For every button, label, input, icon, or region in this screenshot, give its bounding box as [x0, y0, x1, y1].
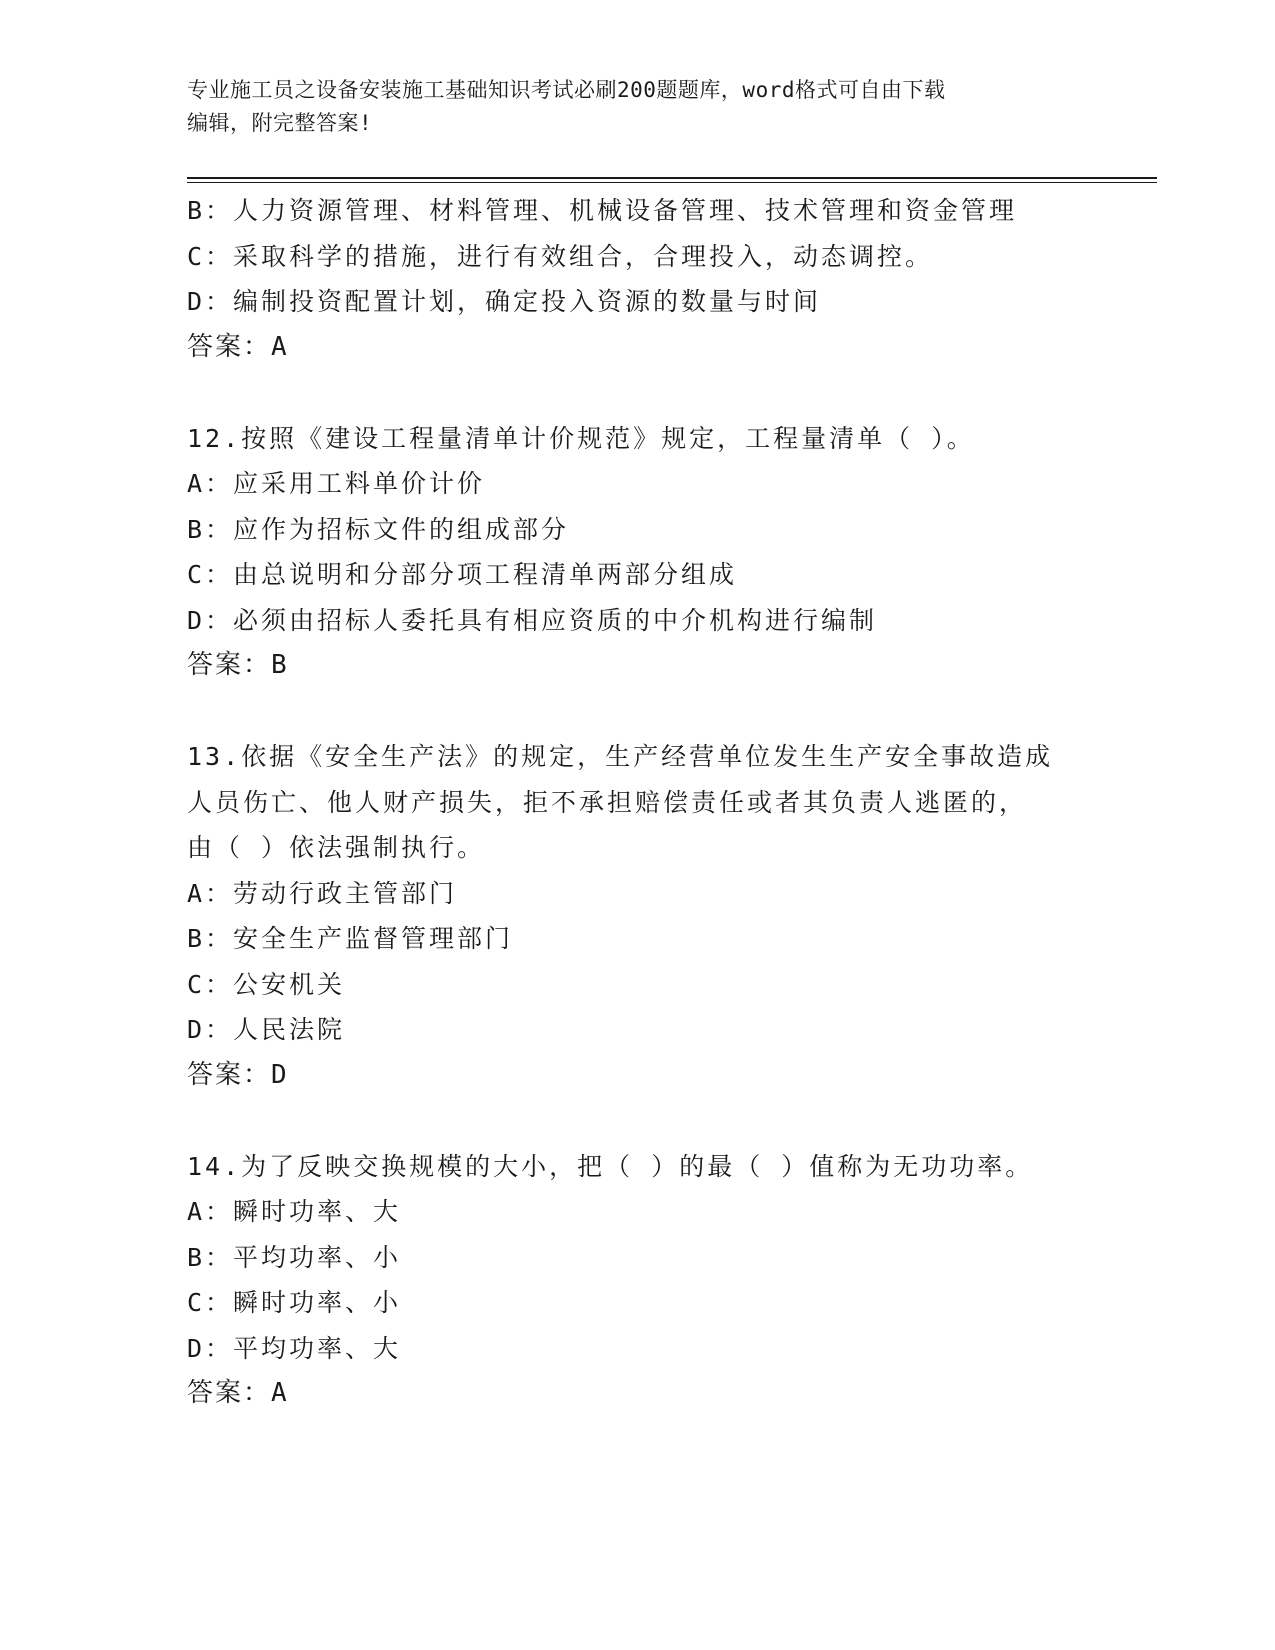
option-d: D：人民法院 [187, 1015, 346, 1044]
question-stem: 14.为了反映交换规模的大小，把（ ）的最（ ）值称为无功功率。 [187, 1151, 1034, 1181]
spacer [187, 1098, 1087, 1144]
header-rule-thin [187, 182, 1157, 183]
option-d: D：编制投资配置计划，确定投入资源的数量与时间 [187, 287, 822, 316]
answer-line: 答案：A [187, 331, 289, 362]
option-d: D：平均功率、大 [187, 1333, 402, 1363]
option-a: A：劳动行政主管部门 [187, 878, 458, 908]
question-11-continued [187, 188, 1087, 370]
option-b: B：应作为招标文件的组成部分 [187, 514, 570, 544]
question-content [187, 188, 1087, 1417]
answer-line: 答案：D [187, 1059, 289, 1090]
question-stem-line-2: 人员伤亡、他人财产损失，拒不承担赔偿责任或者其负责人逃匿的， [187, 787, 1028, 817]
spacer [187, 370, 1087, 416]
option-a: A：瞬时功率、大 [187, 1197, 402, 1226]
question-14 [187, 1144, 1087, 1417]
question-12 [187, 416, 1087, 689]
question-13 [187, 734, 1087, 1098]
option-b: B：安全生产监督管理部门 [187, 924, 514, 953]
option-c: C：瞬时功率、小 [187, 1288, 402, 1317]
question-stem-line-3: 由（ ）依法强制执行。 [187, 833, 486, 862]
spacer [187, 689, 1087, 735]
answer-line: 答案：B [187, 650, 289, 680]
header-rule-thick [187, 177, 1157, 179]
option-c: C：采取科学的措施，进行有效组合，合理投入，动态调控。 [187, 241, 934, 271]
page-header [187, 74, 1087, 140]
header-title-line-2: 编辑，附完整答案! [187, 111, 373, 135]
question-stem: 12.按照《建设工程量清单计价规范》规定，工程量清单（ ）。 [187, 423, 975, 453]
option-c: C：公安机关 [187, 969, 346, 999]
option-b: B：人力资源管理、材料管理、机械设备管理、技术管理和资金管理 [187, 196, 1018, 225]
option-b: B：平均功率、小 [187, 1242, 402, 1272]
answer-line: 答案：A [187, 1378, 289, 1408]
option-a: A：应采用工料单价计价 [187, 469, 486, 498]
option-d: D：必须由招标人委托具有相应资质的中介机构进行编制 [187, 605, 878, 635]
question-stem-line-1: 13.依据《安全生产法》的规定，生产经营单位发生生产安全事故造成 [187, 742, 1054, 771]
header-title-line-1: 专业施工员之设备安装施工基础知识考试必刷200题题库，word格式可自由下载 [187, 78, 946, 102]
option-c: C：由总说明和分部分项工程清单两部分组成 [187, 560, 738, 589]
